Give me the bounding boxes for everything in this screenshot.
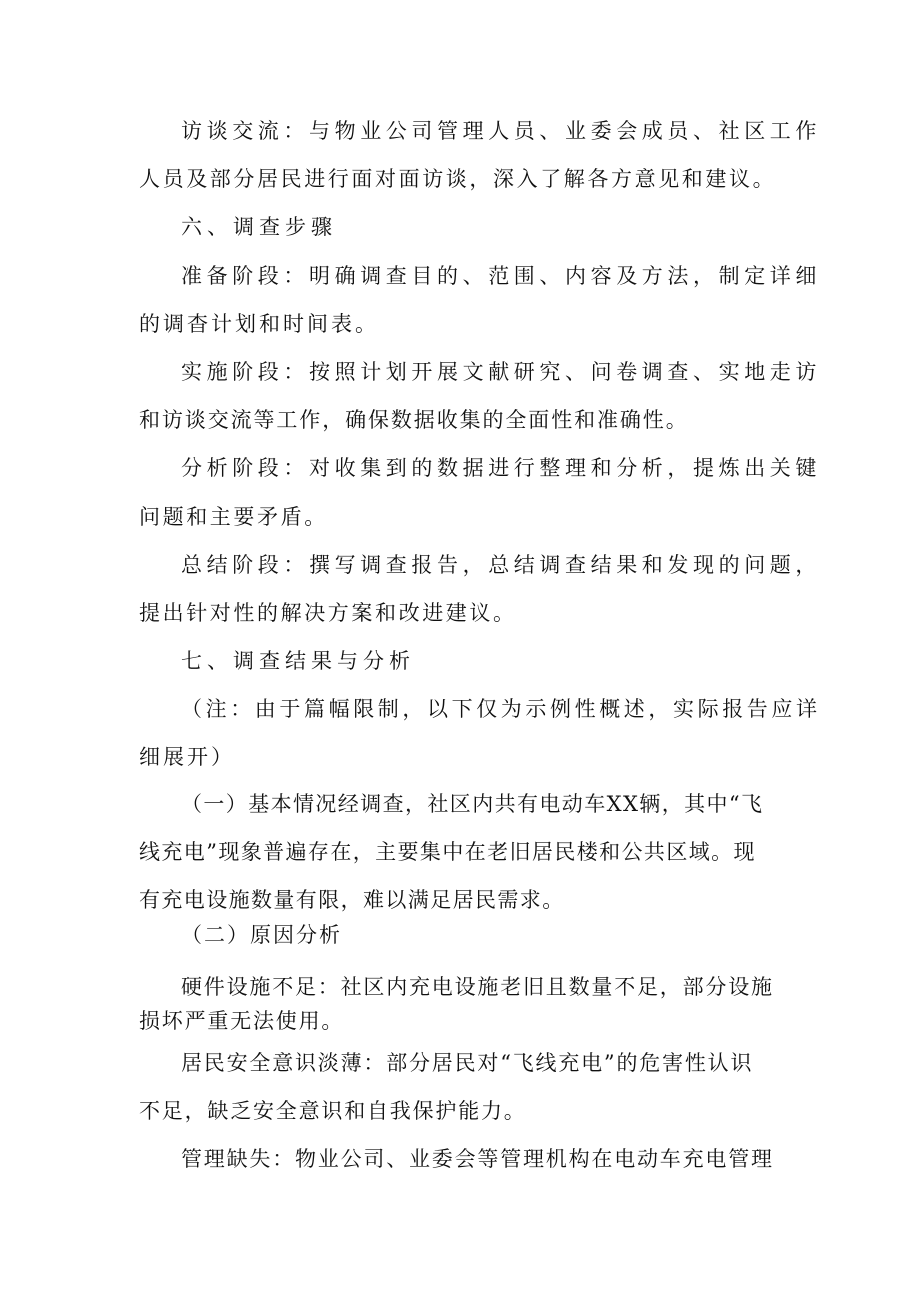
paragraph-line: （一）基本情况经调查，社区内共有电动车XX辆，其中“飞 <box>181 792 764 816</box>
note-line: 细展开） <box>139 745 235 769</box>
paragraph-line: 人员及部分居民进行面对面访谈，深入了解各方意见和建议。 <box>139 167 777 191</box>
paragraph-line: 问题和主要矛盾。 <box>139 505 328 529</box>
paragraph-line: 居民安全意识淡薄：部分居民对“飞线充电”的危害性认识 <box>181 1051 754 1075</box>
paragraph-line: 提出针对性的解决方案和改进建议。 <box>139 601 517 625</box>
paragraph-line: 线充电”现象普遍存在，主要集中在老旧居民楼和公共区域。现 <box>139 840 756 864</box>
paragraph-line: 管理缺失：物业公司、业委会等管理机构在电动车充电管理 <box>181 1147 774 1171</box>
paragraph-line: 的调杳计划和时间表。 <box>139 312 379 336</box>
section-heading: 六、调查步骤 <box>181 215 337 239</box>
paragraph-line: 硬件设施不足：社区内充电设施老旧且数量不足，部分设施 <box>181 975 774 999</box>
paragraph-line: 实施阶段：按照计划开展文献研究、问卷调查、实地走访 <box>181 360 821 384</box>
paragraph-line: 损坏严重无法使用。 <box>139 1009 345 1033</box>
paragraph-line: 不足，缺乏安全意识和自我保护能力。 <box>139 1099 527 1123</box>
paragraph-line: 有充电设施数量有限，难以满足居民需求。 <box>139 888 565 912</box>
paragraph-line: 分析阶段：对收集到的数据进行整理和分析，提炼出关键 <box>181 456 821 480</box>
paragraph-line: 和访谈交流等工作，确保数据收集的全面性和准确性。 <box>139 408 689 432</box>
note-line: （注：由于篇幅限制，以下仅为示例性概述，实际报告应详 <box>181 697 821 721</box>
paragraph-line: 总结阶段：撰写调查报告，总结调查结果和发现的问题， <box>181 553 821 577</box>
section-heading: 七、调查结果与分析 <box>181 649 415 673</box>
paragraph-line: 准备阶段：明确调查目的、范围、内容及方法，制定详细 <box>181 264 821 288</box>
paragraph-line: 访谈交流：与物业公司管理人员、业委会成员、社区工作 <box>181 119 821 143</box>
subsection-heading: （二）原因分析 <box>181 923 342 947</box>
